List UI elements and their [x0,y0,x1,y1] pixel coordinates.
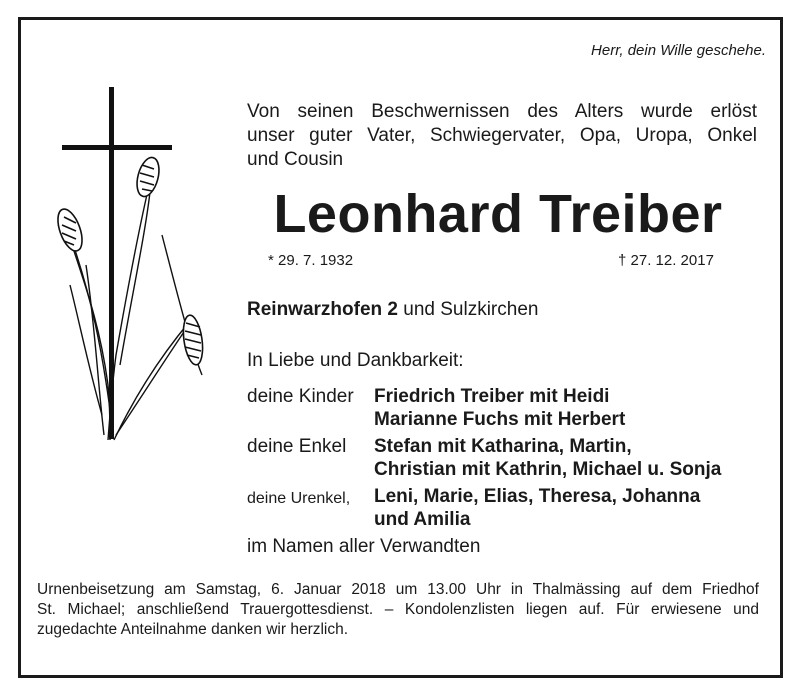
intro-text [247,100,757,172]
relative-label: deine Urenkel, [247,490,351,507]
footer-line: St. Michael; anschließend Trauergottesdienst. – Kondolenzlisten liegen auf. Für erwiesene und [37,601,759,618]
intro-line: Von seinen Beschwernissen des Alters wurde erlöst [247,101,757,122]
relative-names: Leni, Marie, Elias, Theresa, Johanna [374,486,701,507]
motto: Herr, dein Wille geschehe. [591,42,766,59]
relative-names: Marianne Fuchs mit Herbert [374,409,626,430]
relative-names: Friedrich Treiber mit Heidi [374,386,610,407]
funeral-info [37,580,759,640]
relative-names: Stefan mit Katharina, Martin, [374,436,632,457]
residence-bold: Reinwarzhofen 2 [247,299,398,320]
residence-rest: und Sulzkirchen [397,299,539,320]
footer-line: zugedachte Anteilnahme danken wir herzlich. [37,621,349,638]
birth-date: * 29. 7. 1932 [268,252,354,269]
relative-label: deine Kinder [247,386,354,407]
deceased-name: Leonhard Treiber [273,184,723,244]
death-date: † 27. 12. 2017 [618,252,714,269]
intro-line: und Cousin [247,149,344,170]
wheat-ears-icon [70,190,202,440]
cross-wheat-icon [50,85,220,445]
footer-line: Urnenbeisetzung am Samstag, 6. Januar 2018 um 13.00 Uhr in Thalmässing auf dem Friedhof [37,581,759,598]
residence [247,299,538,321]
relative-names: und Amilia [374,509,471,530]
dedication-line: In Liebe und Dankbarkeit: [247,350,464,371]
intro-line: unser guter Vater, Schwiegervater, Opa, Uropa, Onkel [247,125,757,146]
relative-label: deine Enkel [247,436,347,457]
relative-names: Christian mit Kathrin, Michael u. Sonja [374,459,722,480]
family-note: im Namen aller Verwandten [247,536,481,557]
